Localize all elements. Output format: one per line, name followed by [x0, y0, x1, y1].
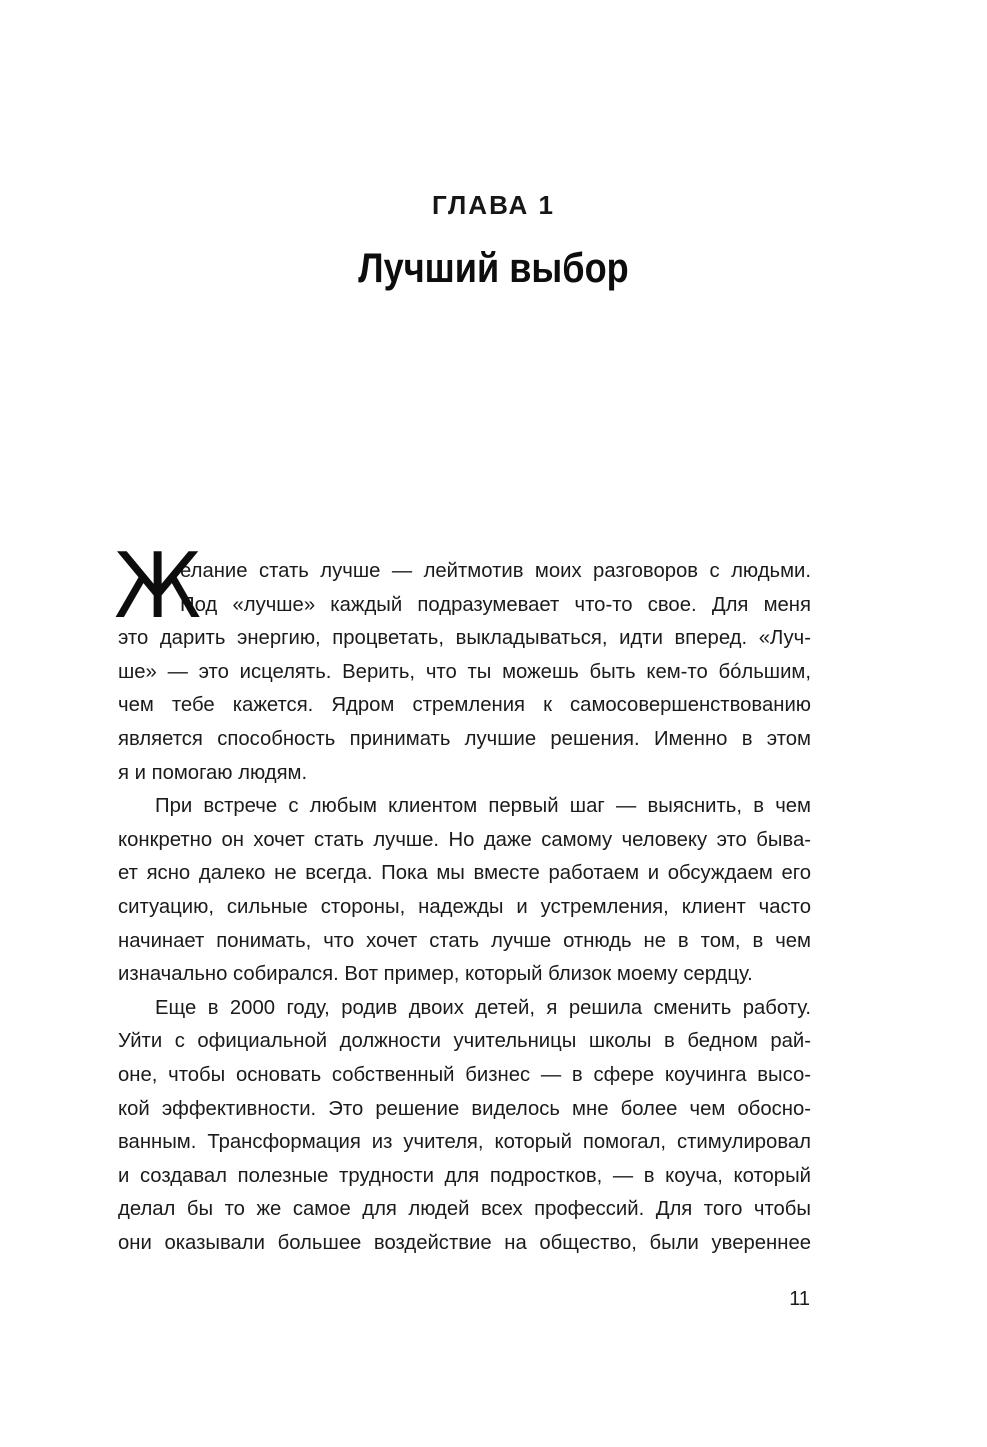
text-line: При встрече с любым клиентом первый шаг — выяснить, в чем — [155, 795, 811, 818]
text-line: чем тебе кажется. Ядром стремления к самосовершенствованию — [118, 694, 811, 717]
text-line: конкретно он хочет стать лучше. Но даже самому человеку это быва- — [118, 828, 811, 851]
text-line: и создавал полезные трудности для подростков, — в коуча, который — [118, 1164, 811, 1187]
text-line: оне, чтобы основать собственный бизнес — в сфере коучинга высо- — [118, 1063, 811, 1086]
text-line: кой эффективности. Это решение виделось мне более чем обосно- — [118, 1097, 811, 1120]
text-line: я и помогаю людям. — [118, 761, 308, 784]
body-text — [114, 534, 811, 1260]
text-line: ванным. Трансформация из учителя, который помогал, стимулировал — [118, 1131, 811, 1154]
text-line: ситуацию, сильные стороны, надежды и устремления, клиент часто — [118, 895, 811, 918]
text-line: Уйти с официальной должности учительницы школы в бедном рай- — [118, 1030, 811, 1053]
chapter-title: Лучший выбор — [358, 244, 629, 291]
text-line: начинает понимать, что хочет стать лучше отнюдь не в том, в чем — [118, 929, 811, 952]
text-line: Под «лучше» каждый подразумевает что-то свое. Для меня — [180, 593, 811, 616]
text-line: делал бы то же самое для людей всех профессий. Для того чтобы — [118, 1198, 811, 1221]
drop-cap: Ж — [114, 534, 202, 639]
text-line: это дарить энергию, процветать, выкладываться, идти вперед. «Луч- — [118, 627, 811, 650]
text-line: является способность принимать лучшие решения. Именно в этом — [118, 727, 811, 750]
text-line: ше» — это исцелять. Верить, что ты можешь быть кем-то бóльшим, — [118, 660, 811, 683]
text-line: Еще в 2000 году, родив двоих детей, я решила сменить работу. — [155, 996, 811, 1019]
text-line: изначально собирался. Вот пример, который близок моему сердцу. — [118, 963, 753, 986]
text-line: ет ясно далеко не всегда. Пока мы вместе работаем и обсуждаем его — [118, 862, 811, 885]
page-number: 11 — [789, 1288, 810, 1310]
text-line: елание стать лучше — лейтмотив моих разговоров с людьми. — [180, 560, 811, 582]
text-line: они оказывали большее воздействие на общество, были увереннее — [118, 1231, 811, 1254]
chapter-label: ГЛАВА 1 — [431, 190, 556, 220]
